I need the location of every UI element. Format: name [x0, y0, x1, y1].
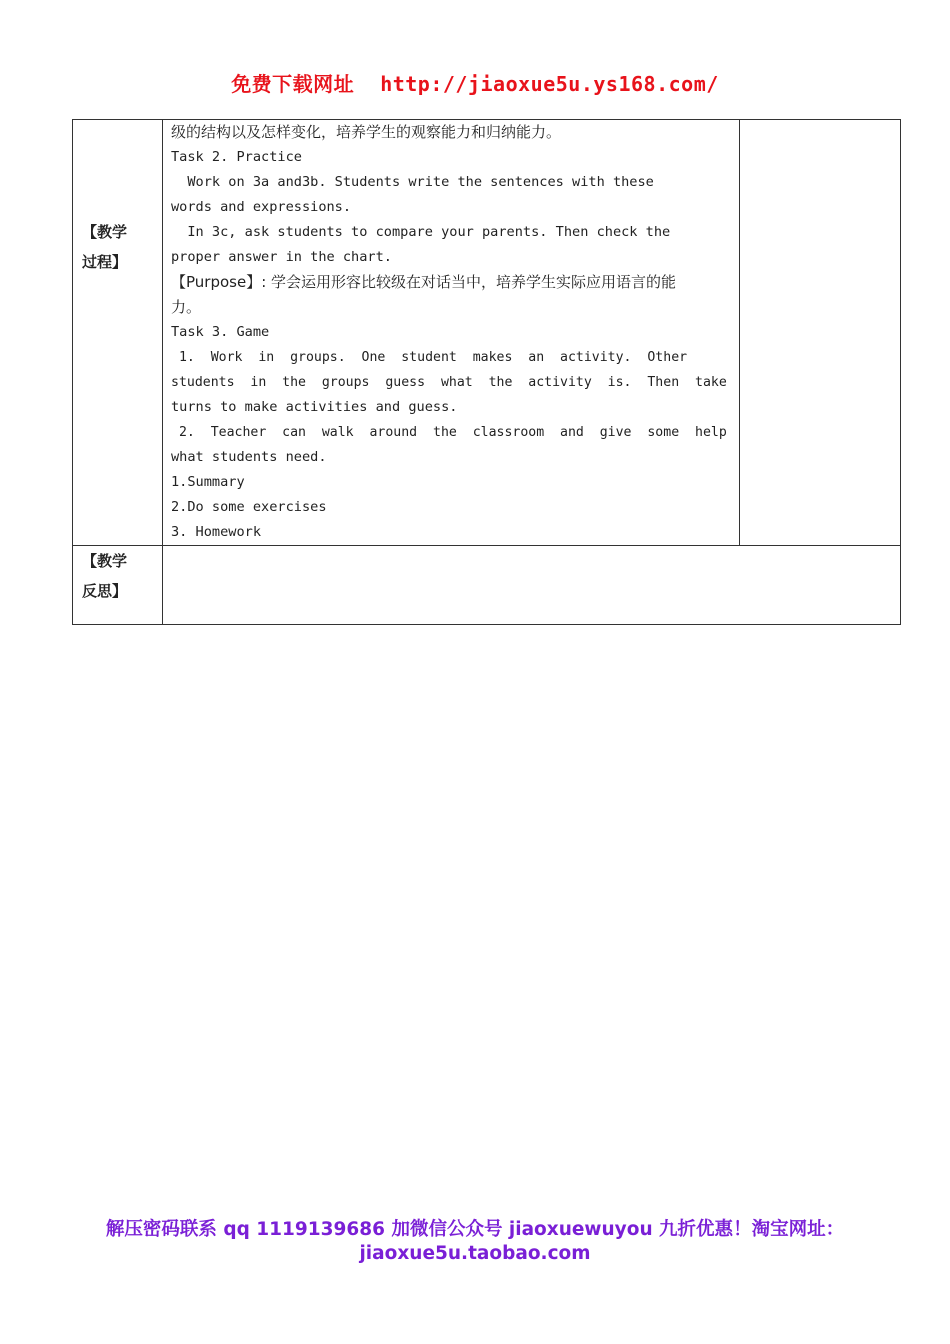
page-header [0, 68, 950, 97]
footer-line2: jiaoxue5u.taobao.com [359, 1243, 591, 1264]
content-line: In 3c, ask students to compare your parents. Then check the [171, 224, 671, 240]
lesson-plan-table [72, 119, 901, 625]
teaching-reflection-row [73, 546, 901, 625]
content-line: what students need. [171, 449, 327, 465]
teaching-process-label-cell [73, 120, 163, 546]
page-footer [0, 1218, 950, 1266]
header-label: 免费下载网址 [231, 72, 355, 96]
content-line: students in the groups guess what the activity is. Then take [171, 375, 727, 390]
teaching-reflection-label-line1: 【教学 [82, 552, 128, 570]
content-line: Task 2. Practice [171, 149, 302, 165]
content-line: 【Purpose】: 学会运用形容比较级在对话当中，培养学生实际应用语言的能 [171, 273, 677, 291]
content-line: Work on 3a and3b. Students write the sentences with these [171, 174, 654, 190]
teaching-process-row [73, 120, 901, 546]
content-line: turns to make activities and guess. [171, 399, 458, 415]
content-line: Task 3. Game [171, 324, 270, 340]
content-line: 1. Work in groups. One student makes an activity. Other [171, 350, 688, 365]
header-url-link[interactable]: http://jiaoxue5u.ys168.com/ [380, 72, 719, 96]
content-line: 3. Homework [171, 524, 262, 540]
content-line: 2. Teacher can walk around the classroom and give some help [171, 425, 727, 440]
content-line: 级的结构以及怎样变化，培养学生的观察能力和归纳能力。 [171, 123, 562, 141]
teaching-process-label-line1: 【教学 [82, 223, 128, 241]
teaching-process-content [163, 120, 740, 546]
content-line: words and expressions. [171, 199, 352, 215]
teaching-process-notes-cell [740, 120, 901, 546]
teaching-reflection-label-cell [73, 546, 163, 625]
teaching-reflection-label-line2: 反思】 [82, 582, 128, 600]
teaching-reflection-content [163, 546, 901, 625]
content-line: 1.Summary [171, 474, 245, 490]
content-line: 力。 [171, 298, 202, 316]
footer-line1: 解压密码联系 qq 1119139686 加微信公众号 jiaoxuewuyou 九折优惠！淘宝网址： [105, 1219, 845, 1240]
content-line: proper answer in the chart. [171, 249, 392, 265]
content-line: 2.Do some exercises [171, 499, 327, 515]
teaching-process-label-line2: 过程】 [82, 253, 128, 271]
